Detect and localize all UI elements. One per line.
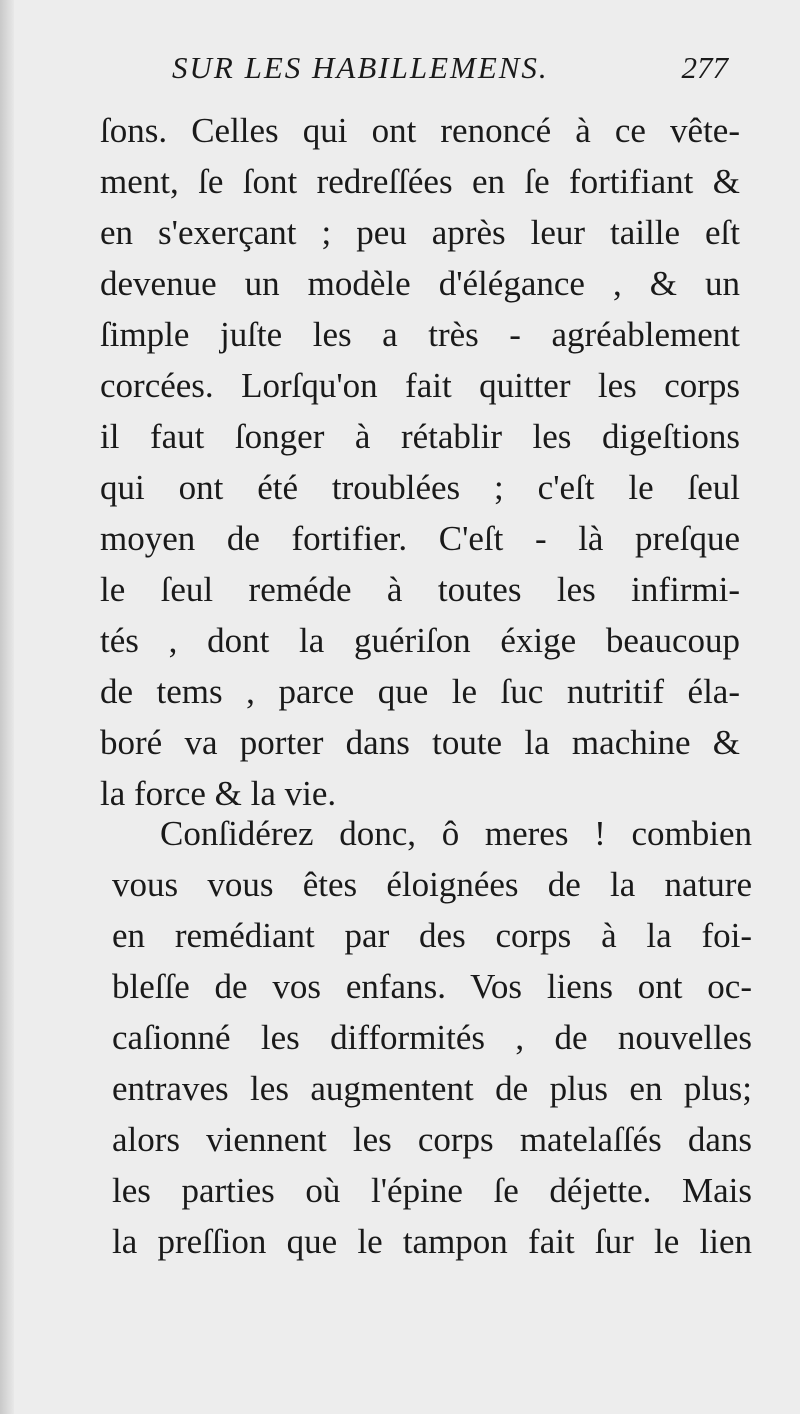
running-head: SUR LES HABILLEMENS. (172, 50, 549, 85)
text-line: la force & la vie. (100, 774, 337, 813)
text-line: entraves les augmentent de plus en plus; (112, 1069, 752, 1108)
text-line: de tems , parce que le ſuc nutritif éla- (100, 672, 740, 711)
text-line: qui ont été troublées ; c'eſt le ſeul (100, 468, 740, 507)
text-line: les parties où l'épine ſe déjette. Mais (112, 1171, 752, 1210)
text-line: boré va porter dans toute la machine & (100, 723, 740, 762)
paragraph-2 (112, 808, 752, 1267)
page-gutter-shadow (0, 0, 14, 1414)
text-line: il faut ſonger à rétablir les digeſtions (100, 417, 740, 456)
text-line: devenue un modèle d'élégance , & un (100, 264, 740, 303)
text-line: vous vous êtes éloignées de la nature (112, 865, 752, 904)
text-line: le ſeul reméde à toutes les infirmi- (100, 570, 740, 609)
text-line: ment, ſe ſont redreſſées en ſe fortifiant & (100, 162, 740, 201)
page-number: 277 (681, 50, 728, 85)
text-line: en remédiant par des corps à la foi- (112, 916, 752, 955)
text-line: en s'exerçant ; peu après leur taille eſt (100, 213, 740, 252)
page-header (170, 48, 738, 88)
paragraph-1 (100, 105, 740, 819)
text-line: corcées. Lorſqu'on fait quitter les corps (100, 366, 740, 405)
text-line: caſionné les difformités , de nouvelles (112, 1018, 752, 1057)
text-line: Conſidérez donc, ô meres ! combien (160, 814, 752, 853)
text-line: la preſſion que le tampon fait ſur le lien (112, 1222, 752, 1261)
text-line: ſimple juſte les a très - agréablement (100, 315, 740, 354)
text-line: alors viennent les corps matelaſſés dans (112, 1120, 752, 1159)
text-line: moyen de fortifier. C'eſt - là preſque (100, 519, 740, 558)
text-line: tés , dont la guériſon éxige beaucoup (100, 621, 740, 660)
text-line: ſons. Celles qui ont renoncé à ce vête- (100, 111, 740, 150)
text-line: bleſſe de vos enfans. Vos liens ont oc- (112, 967, 752, 1006)
